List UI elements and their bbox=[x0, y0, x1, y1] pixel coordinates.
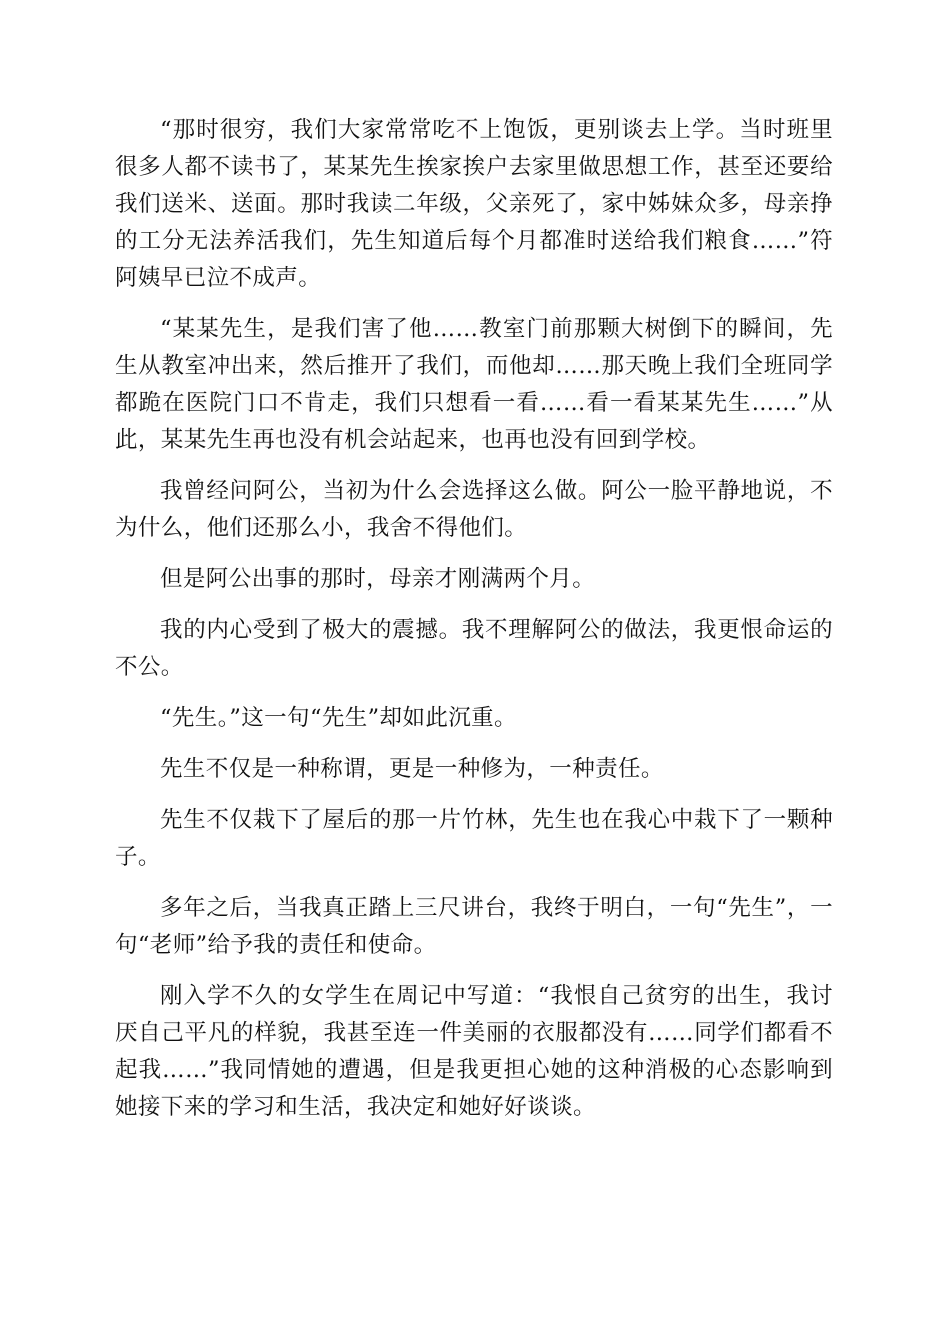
paragraph-10: 刚入学不久的女学生在周记中写道：“我恨自己贫穷的出生，我讨厌自己平凡的样貌，我甚至连一件美丽的衣服都没有……同学们都看不起我……”我同情她的遭遇，但是我更担心她的这种消极的心态影响到她接下来的学习和生活，我决定和她好好谈谈。 bbox=[115, 983, 833, 1120]
paragraph-2: “某某先生，是我们害了他……教室门前那颗大树倒下的瞬间，先生从教室冲出来，然后推开了我们，而他却……那天晚上我们全班同学都跪在医院门口不肯走，我们只想看一看……看一看某某先生……”从此，某某先生再也没有机会站起来，也再也没有回到学校。 bbox=[115, 316, 833, 453]
paragraph-1: “那时很穷，我们大家常常吃不上饱饭，更别谈去上学。当时班里很多人都不读书了，某某先生挨家挨户去家里做思想工作，甚至还要给我们送米、送面。那时我读二年级，父亲死了，家中姊妹众多，母亲挣的工分无法养活我们，先生知道后每个月都准时送给我们粮食……”符阿姨早已泣不成声。 bbox=[115, 117, 833, 291]
paragraph-7: 先生不仅是一种称谓，更是一种修为，一种责任。 bbox=[160, 756, 664, 782]
paragraph-5: 我的内心受到了极大的震撼。我不理解阿公的做法，我更恨命运的不公。 bbox=[115, 617, 833, 680]
paragraph-3: 我曾经问阿公，当初为什么会选择这么做。阿公一脸平静地说，不为什么，他们还那么小，我舍不得他们。 bbox=[115, 478, 833, 541]
paragraph-6: “先生。”这一句“先生”却如此沉重。 bbox=[160, 705, 517, 731]
paragraph-9: 多年之后，当我真正踏上三尺讲台，我终于明白，一句“先生”，一句“老师”给予我的责任和使命。 bbox=[115, 895, 833, 958]
paragraph-8: 先生不仅栽下了屋后的那一片竹林，先生也在我心中栽下了一颗种子。 bbox=[115, 807, 833, 870]
document-page bbox=[115, 112, 833, 1140]
paragraph-4: 但是阿公出事的那时，母亲才刚满两个月。 bbox=[160, 566, 596, 592]
